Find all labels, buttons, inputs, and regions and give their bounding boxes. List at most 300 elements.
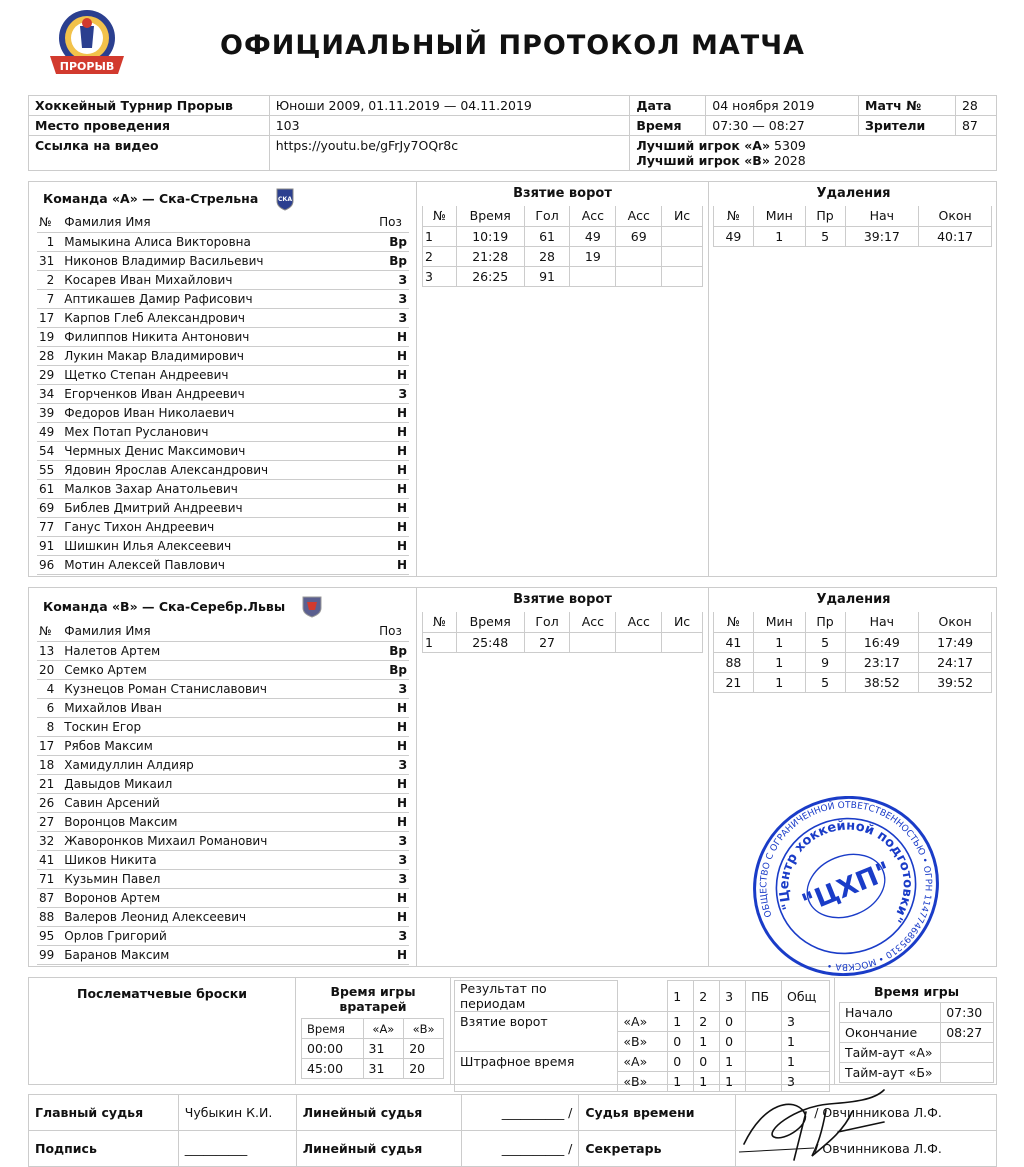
table-row — [423, 246, 703, 266]
goal-time: 21:28 — [456, 246, 524, 266]
svg-text:СКА: СКА — [278, 196, 292, 203]
goals-a-so — [746, 1012, 782, 1032]
goals-a-total: 3 — [782, 1012, 830, 1032]
goalie-time-head: «В» — [404, 1019, 444, 1039]
penalty-end: 24:17 — [919, 652, 992, 672]
timekeeper-value: / Овчинникова Л.Ф. — [736, 1095, 997, 1131]
player-position: Н — [377, 793, 409, 812]
player-position: З — [377, 679, 409, 698]
table-row — [37, 793, 409, 812]
player-position: Н — [377, 460, 409, 479]
goal-number: 2 — [423, 246, 457, 266]
goals-col-scorer: Гол — [524, 206, 570, 226]
player-number: 54 — [37, 441, 62, 460]
table-row — [302, 1019, 444, 1039]
player-number: 71 — [37, 869, 62, 888]
best-player-b-value: 2028 — [773, 153, 806, 168]
pen-col-num: № — [714, 206, 754, 226]
penalty-start: 39:17 — [845, 226, 919, 246]
goals-b-total: 1 — [782, 1032, 830, 1052]
player-number: 20 — [37, 660, 62, 679]
goals-col-strength: Ис — [662, 206, 703, 226]
player-number: 29 — [37, 365, 62, 384]
player-position: З — [377, 308, 409, 327]
pim-team-a-mark: «А» — [618, 1052, 668, 1072]
player-number: 8 — [37, 717, 62, 736]
organization-stamp — [749, 796, 943, 979]
team-a-title: Команда «А» — Ска-Стрельна — [43, 191, 259, 206]
player-number: 7 — [37, 289, 62, 308]
table-row — [37, 308, 409, 327]
line-referee-label: Линейный судья — [296, 1095, 462, 1131]
player-number: 27 — [37, 812, 62, 831]
table-row — [37, 812, 409, 831]
player-name: Баранов Максим — [62, 945, 377, 964]
goal-number: 1 — [423, 226, 457, 246]
goal-assist-2 — [616, 632, 662, 652]
player-position: Н — [377, 717, 409, 736]
player-position: Н — [377, 327, 409, 346]
goalie-time-cell: 45:00 — [302, 1059, 364, 1079]
player-name: Шишкин Илья Алексеевич — [62, 536, 377, 555]
goals-col-num: № — [423, 206, 457, 226]
player-position: Н — [377, 736, 409, 755]
player-number: 19 — [37, 327, 62, 346]
team-b-penalties-table — [713, 612, 992, 693]
goal-scorer: 28 — [524, 246, 570, 266]
player-number: 61 — [37, 479, 62, 498]
goal-strength — [662, 266, 703, 286]
player-name: Ядовин Ярослав Александрович — [62, 460, 377, 479]
shootout-title: Послематчевые броски — [76, 986, 247, 1001]
player-number: 49 — [37, 422, 62, 441]
penalty-player: 41 — [714, 632, 754, 652]
player-name: Мамыкина Алиса Викторовна — [62, 232, 377, 251]
period-total-head: Общ — [782, 981, 830, 1012]
goal-time: 25:48 — [456, 632, 524, 652]
goal-scorer: 27 — [524, 632, 570, 652]
secretary-label: Секретарь — [579, 1131, 736, 1167]
goal-time: 10:19 — [456, 226, 524, 246]
table-row — [37, 384, 409, 403]
goalie-time-head: «А» — [363, 1019, 404, 1039]
pim-b-p3: 1 — [720, 1072, 746, 1092]
goalie-time-cell: 00:00 — [302, 1039, 364, 1059]
player-name: Щетко Степан Андреевич — [62, 365, 377, 384]
table-row — [423, 632, 703, 652]
table-row — [37, 479, 409, 498]
goals-col-num: № — [423, 612, 457, 632]
secretary-value: / Овчинникова Л.Ф. — [736, 1131, 997, 1167]
player-position: Н — [377, 907, 409, 926]
player-position: Н — [377, 403, 409, 422]
table-row — [714, 226, 992, 246]
goals-col-assist2: Асс — [616, 206, 662, 226]
player-name: Воронцов Максим — [62, 812, 377, 831]
summary-panel — [28, 977, 997, 1089]
player-position: Вр — [377, 251, 409, 270]
player-name: Воронов Артем — [62, 888, 377, 907]
player-name: Жаворонков Михаил Романович — [62, 831, 377, 850]
roster-col-name: Фамилия Имя — [62, 622, 377, 641]
penalty-minutes: 1 — [753, 632, 805, 652]
player-name: Никонов Владимир Васильевич — [62, 251, 377, 270]
signature-blank: __________ — [178, 1131, 296, 1167]
end-value: 08:27 — [941, 1023, 994, 1043]
player-position: Н — [377, 346, 409, 365]
goal-number: 3 — [423, 266, 457, 286]
start-value: 07:30 — [941, 1003, 994, 1023]
team-b-title: Команда «В» — Ска-Серебр.Львы — [43, 599, 286, 614]
goals-a-p2: 2 — [694, 1012, 720, 1032]
goals-col-assist1: Асс — [570, 612, 616, 632]
table-row — [37, 498, 409, 517]
goals-row-label: Взятие ворот — [455, 1012, 618, 1052]
player-name: Карпов Глеб Александрович — [62, 308, 377, 327]
player-number: 88 — [37, 907, 62, 926]
player-position: З — [377, 869, 409, 888]
table-row — [37, 403, 409, 422]
penalty-start: 16:49 — [845, 632, 919, 652]
chief-referee-value: Чубыкин К.И. — [178, 1095, 296, 1131]
player-position: З — [377, 384, 409, 403]
player-number: 96 — [37, 555, 62, 574]
player-number: 91 — [37, 536, 62, 555]
goals-team-b-mark: «В» — [618, 1032, 668, 1052]
player-number: 18 — [37, 755, 62, 774]
goals-b-p2: 1 — [694, 1032, 720, 1052]
gametime-title: Время игры — [873, 984, 960, 999]
goals-b-so — [746, 1032, 782, 1052]
team-a-penalties-title: Удаления — [816, 186, 891, 201]
table-row — [37, 926, 409, 945]
player-number: 31 — [37, 251, 62, 270]
goals-col-time: Время — [456, 206, 524, 226]
line-referee-2-label: Линейный судья — [296, 1131, 462, 1167]
team-b-emblem-icon — [301, 594, 323, 621]
player-position: З — [377, 755, 409, 774]
gametime-table — [839, 1002, 994, 1083]
period-2-head: 2 — [694, 981, 720, 1012]
periods-title: Результат по периодам — [455, 981, 618, 1012]
player-number: 39 — [37, 403, 62, 422]
player-position: З — [377, 831, 409, 850]
goal-assist-1 — [570, 632, 616, 652]
player-position: З — [377, 270, 409, 289]
penalty-minutes: 1 — [753, 226, 805, 246]
venue-label: Место проведения — [29, 116, 270, 136]
signature-label: Подпись — [29, 1131, 179, 1167]
best-player-a-label: Лучший игрок «А» — [636, 138, 771, 153]
goalie-time-table — [301, 1018, 444, 1079]
team-b-penalties-title: Удаления — [816, 592, 891, 607]
goals-col-assist1: Асс — [570, 206, 616, 226]
tournament-label: Хоккейный Турнир Прорыв — [29, 96, 270, 116]
table-row — [37, 251, 409, 270]
line-referee-blank: __________ / — [462, 1095, 579, 1131]
team-a-emblem-icon — [275, 187, 295, 214]
roster-col-num: № — [37, 213, 62, 232]
player-number: 69 — [37, 498, 62, 517]
goal-assist-2: 69 — [616, 226, 662, 246]
penalty-minutes: 1 — [753, 672, 805, 692]
player-position: Н — [377, 479, 409, 498]
goal-assist-1 — [570, 266, 616, 286]
table-row — [37, 422, 409, 441]
player-number: 41 — [37, 850, 62, 869]
team-a-penalties-table — [713, 206, 992, 247]
table-row — [37, 536, 409, 555]
table-row — [714, 652, 992, 672]
pim-team-b-mark: «В» — [618, 1072, 668, 1092]
goalie-time-cell: 20 — [404, 1039, 444, 1059]
player-number: 95 — [37, 926, 62, 945]
match-info-table — [28, 95, 997, 171]
player-position: Н — [377, 945, 409, 964]
table-row — [37, 441, 409, 460]
video-link[interactable]: https://youtu.be/gFrJy7OQr8c — [269, 136, 630, 171]
page-title: ОФИЦИАЛЬНЫЙ ПРОТОКОЛ МАТЧА — [220, 30, 805, 61]
player-name: Библев Дмитрий Андреевич — [62, 498, 377, 517]
table-row — [37, 517, 409, 536]
goal-number: 1 — [423, 632, 457, 652]
pen-col-end: Окон — [919, 206, 992, 226]
player-name: Федоров Иван Николаевич — [62, 403, 377, 422]
goals-col-assist2: Асс — [616, 612, 662, 632]
player-number: 17 — [37, 736, 62, 755]
table-row — [37, 327, 409, 346]
goal-scorer: 61 — [524, 226, 570, 246]
player-position: З — [377, 850, 409, 869]
player-number: 1 — [37, 232, 62, 251]
pim-a-so — [746, 1052, 782, 1072]
period-so-head: ПБ — [746, 981, 782, 1012]
player-name: Кузьмин Павел — [62, 869, 377, 888]
pen-col-reason: Пр — [805, 612, 845, 632]
table-row — [37, 831, 409, 850]
goalie-time-head: Время — [302, 1019, 364, 1039]
tournament-value: Юноши 2009, 01.11.2019 — 04.11.2019 — [269, 96, 630, 116]
pen-col-start: Нач — [845, 206, 919, 226]
timeout-b-label: Тайм-аут «Б» — [840, 1063, 941, 1083]
penalty-reason: 5 — [805, 632, 845, 652]
periods-table — [454, 980, 830, 1092]
period-3-head: 3 — [720, 981, 746, 1012]
goals-col-time: Время — [456, 612, 524, 632]
player-position: З — [377, 926, 409, 945]
pen-col-num: № — [714, 612, 754, 632]
handwritten-signature — [734, 1082, 894, 1167]
player-name: Валеров Леонид Алексеевич — [62, 907, 377, 926]
table-row — [37, 755, 409, 774]
player-name: Ганус Тихон Андреевич — [62, 517, 377, 536]
match-number-value: 28 — [955, 96, 996, 116]
player-name: Чермных Денис Максимович — [62, 441, 377, 460]
player-position: З — [377, 289, 409, 308]
pim-a-p3: 1 — [720, 1052, 746, 1072]
player-name: Аптикашев Дамир Рафисович — [62, 289, 377, 308]
player-name: Тоскин Егор — [62, 717, 377, 736]
goal-assist-2 — [616, 266, 662, 286]
table-row — [37, 774, 409, 793]
player-position: Н — [377, 536, 409, 555]
player-position: Вр — [377, 641, 409, 660]
stamp-ring-text: ОБЩЕСТВО С ОГРАНИЧЕННОЙ ОТВЕТСТВЕННОСТЬЮ • ОГРН 1147746895310 • МОСКВА • — [759, 800, 933, 972]
goals-b-p1: 0 — [668, 1032, 694, 1052]
player-name: Кузнецов Роман Станиславович — [62, 679, 377, 698]
pim-b-p2: 1 — [694, 1072, 720, 1092]
venue-value: 103 — [269, 116, 630, 136]
player-number: 77 — [37, 517, 62, 536]
date-value: 04 ноября 2019 — [706, 96, 859, 116]
player-number: 2 — [37, 270, 62, 289]
table-row — [423, 266, 703, 286]
chief-referee-label: Главный судья — [29, 1095, 179, 1131]
table-row — [37, 679, 409, 698]
team-b-goals-title: Взятие ворот — [513, 592, 612, 607]
svg-text:ПРОРЫВ: ПРОРЫВ — [59, 60, 115, 73]
player-number: 4 — [37, 679, 62, 698]
goals-b-p3: 0 — [720, 1032, 746, 1052]
roster-col-num: № — [37, 622, 62, 641]
table-row — [37, 460, 409, 479]
pen-col-reason: Пр — [805, 206, 845, 226]
penalty-reason: 9 — [805, 652, 845, 672]
stamp-center-text: "ЦХП" — [798, 856, 896, 920]
player-name: Хамидуллин Алдияр — [62, 755, 377, 774]
table-row — [37, 641, 409, 660]
player-position: Н — [377, 365, 409, 384]
time-value: 07:30 — 08:27 — [706, 116, 859, 136]
pim-row-label: Штрафное время — [455, 1052, 618, 1092]
pen-col-end: Окон — [919, 612, 992, 632]
player-position: Вр — [377, 232, 409, 251]
player-position: Н — [377, 422, 409, 441]
player-name: Михайлов Иван — [62, 698, 377, 717]
player-position: Н — [377, 698, 409, 717]
table-row — [714, 632, 992, 652]
table-row — [37, 869, 409, 888]
table-row — [37, 945, 409, 964]
penalty-player: 88 — [714, 652, 754, 672]
player-position: Н — [377, 441, 409, 460]
player-position: Н — [377, 555, 409, 574]
player-number: 32 — [37, 831, 62, 850]
player-number: 34 — [37, 384, 62, 403]
goal-strength — [662, 632, 703, 652]
player-name: Мех Потап Русланович — [62, 422, 377, 441]
table-row — [37, 907, 409, 926]
goal-strength — [662, 226, 703, 246]
penalty-end: 39:52 — [919, 672, 992, 692]
table-row — [37, 717, 409, 736]
goal-assist-2 — [616, 246, 662, 266]
player-position: Н — [377, 774, 409, 793]
player-number: 55 — [37, 460, 62, 479]
video-label: Ссылка на видео — [29, 136, 270, 171]
spectators-value: 87 — [955, 116, 996, 136]
period-1-head: 1 — [668, 981, 694, 1012]
player-position: Н — [377, 888, 409, 907]
table-row — [37, 888, 409, 907]
tournament-logo — [44, 8, 130, 78]
goals-a-p3: 0 — [720, 1012, 746, 1032]
goals-col-scorer: Гол — [524, 612, 570, 632]
goalie-time-cell: 31 — [363, 1059, 404, 1079]
penalty-minutes: 1 — [753, 652, 805, 672]
team-a-panel — [28, 181, 997, 577]
roster-col-name: Фамилия Имя — [62, 213, 377, 232]
player-number: 26 — [37, 793, 62, 812]
player-name: Малков Захар Анатольевич — [62, 479, 377, 498]
goalie-time-cell: 31 — [363, 1039, 404, 1059]
table-row — [714, 672, 992, 692]
pim-b-p1: 1 — [668, 1072, 694, 1092]
player-number: 99 — [37, 945, 62, 964]
pim-a-p2: 0 — [694, 1052, 720, 1072]
player-number: 17 — [37, 308, 62, 327]
player-name: Савин Арсений — [62, 793, 377, 812]
team-b-roster — [37, 622, 409, 965]
table-row — [37, 365, 409, 384]
end-label: Окончание — [840, 1023, 941, 1043]
table-row — [37, 270, 409, 289]
table-row — [37, 232, 409, 251]
pen-col-start: Нач — [845, 612, 919, 632]
player-name: Егорченков Иван Андреевич — [62, 384, 377, 403]
stamp-inner-text: "Центр хоккейной подготовки" — [777, 818, 915, 925]
penalty-reason: 5 — [805, 226, 845, 246]
penalty-player: 21 — [714, 672, 754, 692]
table-row — [37, 698, 409, 717]
player-name: Косарев Иван Михайлович — [62, 270, 377, 289]
team-a-goals-title: Взятие ворот — [513, 186, 612, 201]
table-row — [37, 346, 409, 365]
team-a-roster — [37, 213, 409, 575]
best-player-a-value: 5309 — [774, 138, 806, 153]
date-label: Дата — [630, 96, 706, 116]
timekeeper-label: Судья времени — [579, 1095, 736, 1131]
team-a-goals-table — [422, 206, 703, 287]
table-row — [302, 1059, 444, 1079]
player-name: Орлов Григорий — [62, 926, 377, 945]
player-name: Лукин Макар Владимирович — [62, 346, 377, 365]
player-number: 21 — [37, 774, 62, 793]
table-row — [37, 736, 409, 755]
player-name: Мотин Алексей Павлович — [62, 555, 377, 574]
roster-col-pos: Поз — [377, 622, 409, 641]
player-position: Н — [377, 517, 409, 536]
timeout-a-value — [941, 1043, 994, 1063]
start-label: Начало — [840, 1003, 941, 1023]
player-name: Семко Артем — [62, 660, 377, 679]
player-number: 87 — [37, 888, 62, 907]
roster-col-pos: Поз — [377, 213, 409, 232]
penalty-player: 49 — [714, 226, 754, 246]
timeout-b-value — [941, 1063, 994, 1083]
timeout-a-label: Тайм-аут «А» — [840, 1043, 941, 1063]
table-row — [37, 850, 409, 869]
pen-col-min: Мин — [753, 206, 805, 226]
best-player-b-label: Лучший игрок «В» — [636, 153, 770, 168]
player-number: 28 — [37, 346, 62, 365]
goalie-time-title: Время игры вратарей — [330, 984, 416, 1014]
goal-scorer: 91 — [524, 266, 570, 286]
spectators-label: Зрители — [859, 116, 956, 136]
goals-col-strength: Ис — [662, 612, 703, 632]
player-position: Н — [377, 812, 409, 831]
penalty-start: 23:17 — [845, 652, 919, 672]
